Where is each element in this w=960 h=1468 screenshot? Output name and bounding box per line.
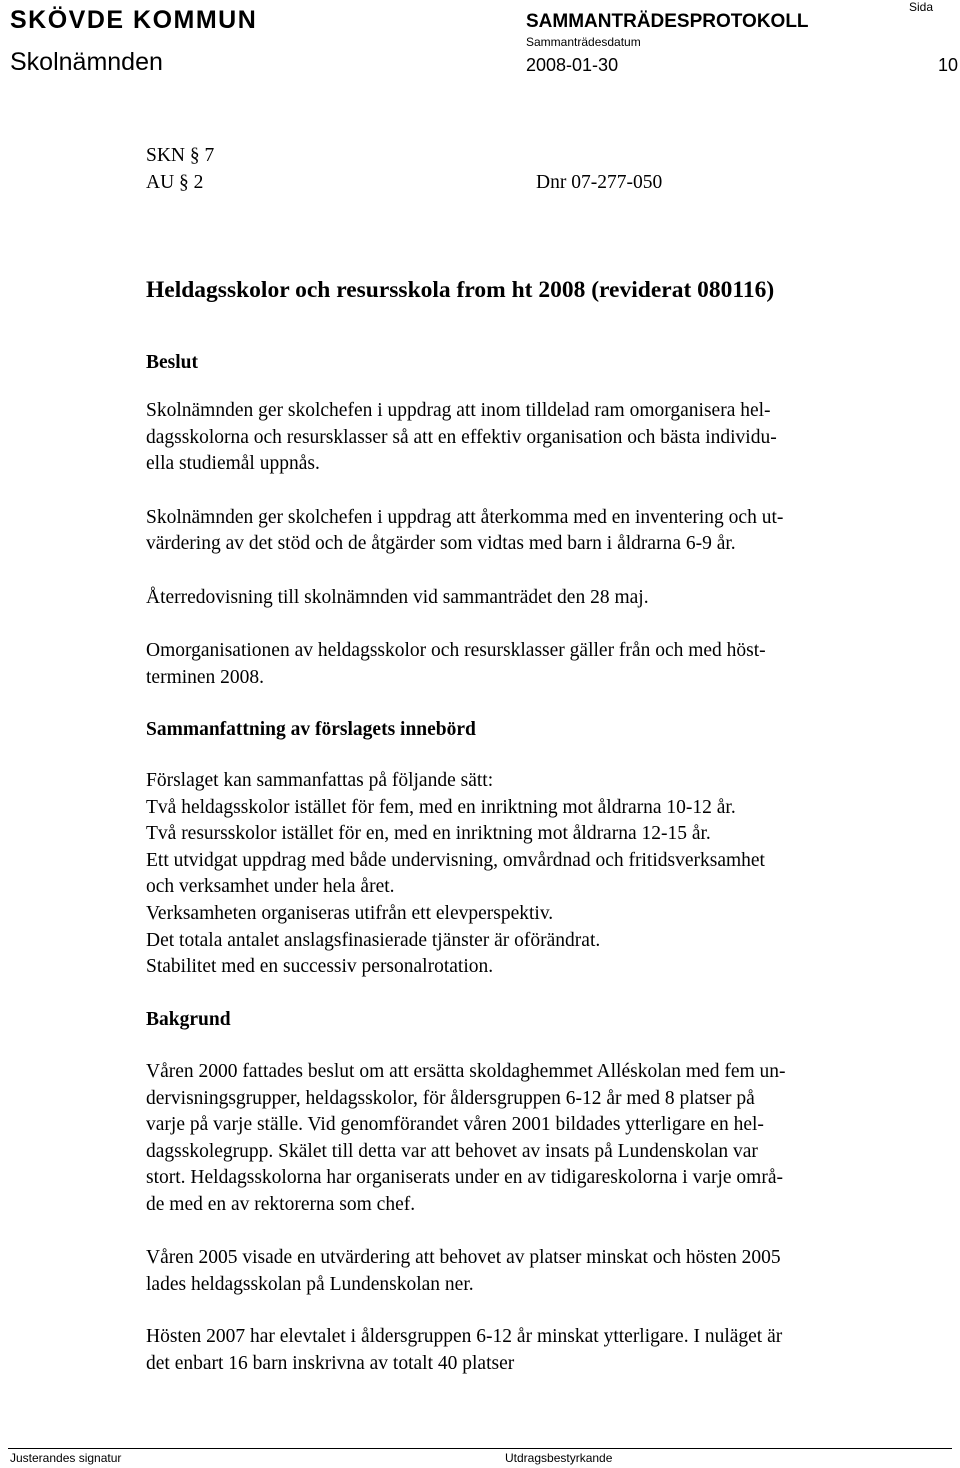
au-reference: AU § 2 — [146, 172, 204, 193]
background-heading: Bakgrund — [146, 1009, 231, 1030]
background-p3-line: Hösten 2007 har elevtalet i åldersgruppen 6-12 år minskat ytterligare. I nuläget är — [146, 1326, 783, 1347]
summary-heading: Sammanfattning av förslagets innebörd — [146, 719, 476, 740]
background-p2-line: lades heldagsskolan på Lundenskolan ner. — [146, 1274, 474, 1295]
background-p3-line: det enbart 16 barn inskrivna av totalt 40 platser — [146, 1353, 515, 1374]
beslut-p2-line: värdering av det stöd och de åtgärder som vidtas med barn i åldrarna 6-9 år. — [146, 533, 736, 554]
meeting-date: 2008-01-30 — [526, 55, 619, 75]
background-p1-line: Våren 2000 fattades beslut om att ersätta skoldaghemmet Alléskolan med fem un- — [146, 1061, 786, 1082]
diary-number: Dnr 07-277-050 — [536, 172, 663, 193]
summary-line: Det totala antalet anslagsfinasierade tjänster är oförändrat. — [146, 930, 601, 951]
page-number: 10 — [938, 55, 959, 75]
summary-line: Två resursskolor istället för en, med en inriktning mot åldrarna 12-15 år. — [146, 823, 711, 844]
committee-name: Skolnämnden — [10, 48, 163, 76]
beslut-heading: Beslut — [146, 352, 199, 373]
background-p1-line: varje på varje ställe. Vid genomförandet våren 2001 bildades ytterligare en hel- — [146, 1114, 764, 1135]
footer-divider — [8, 1448, 952, 1449]
signature-label: Justerandes signatur — [10, 1451, 122, 1465]
background-p1-line: de med en av rektorerna som chef. — [146, 1194, 416, 1215]
skn-reference: SKN § 7 — [146, 145, 215, 166]
beslut-p1-line: ella studiemål uppnås. — [146, 453, 320, 474]
background-p1-line: dagsskolegrupp. Skälet till detta var att behovet av insats på Lundenskolan var — [146, 1141, 758, 1162]
municipality-logo: SKÖVDE KOMMUN — [10, 6, 258, 34]
summary-line: Verksamheten organiseras utifrån ett elevperspektiv. — [146, 903, 554, 924]
beslut-p1-line: Skolnämnden ger skolchefen i uppdrag att inom tilldelad ram omorganisera hel- — [146, 400, 771, 421]
background-p1-line: stort. Heldagsskolorna har organiserats under en av tidigareskolorna i varje områ- — [146, 1167, 783, 1188]
beslut-p2-line: Skolnämnden ger skolchefen i uppdrag att återkomma med en inventering och ut- — [146, 507, 784, 528]
summary-line: och verksamhet under hela året. — [146, 876, 395, 897]
document-title: Heldagsskolor och resursskola from ht 2008 (reviderat 080116) — [146, 277, 775, 303]
protocol-title: SAMMANTRÄDESPROTOKOLL — [526, 11, 809, 32]
background-p2-line: Våren 2005 visade en utvärdering att behovet av platser minskat och hösten 2005 — [146, 1247, 781, 1268]
background-p1-line: dervisningsgrupper, heldagsskolor, för åldersgruppen 6-12 år med 8 platser på — [146, 1088, 755, 1109]
summary-line: Förslaget kan sammanfattas på följande sätt: — [146, 770, 494, 791]
beslut-p1-line: dagsskolorna och resursklasser så att en effektiv organisation och bästa individu- — [146, 427, 777, 448]
meeting-date-label: Sammanträdesdatum — [526, 35, 641, 49]
summary-line: Två heldagsskolor istället för fem, med en inriktning mot åldrarna 10-12 år. — [146, 797, 736, 818]
beslut-p3: Återredovisning till skolnämnden vid sammanträdet den 28 maj. — [146, 587, 649, 608]
summary-line: Stabilitet med en successiv personalrotation. — [146, 956, 494, 977]
beslut-p4-line: Omorganisationen av heldagsskolor och resursklasser gäller från och med höst- — [146, 640, 766, 661]
page-label: Sida — [909, 0, 934, 14]
extract-certification-label: Utdragsbestyrkande — [505, 1451, 613, 1465]
summary-line: Ett utvidgat uppdrag med både undervisning, omvårdnad och fritidsverksamhet — [146, 850, 765, 871]
beslut-p4-line: terminen 2008. — [146, 667, 265, 688]
